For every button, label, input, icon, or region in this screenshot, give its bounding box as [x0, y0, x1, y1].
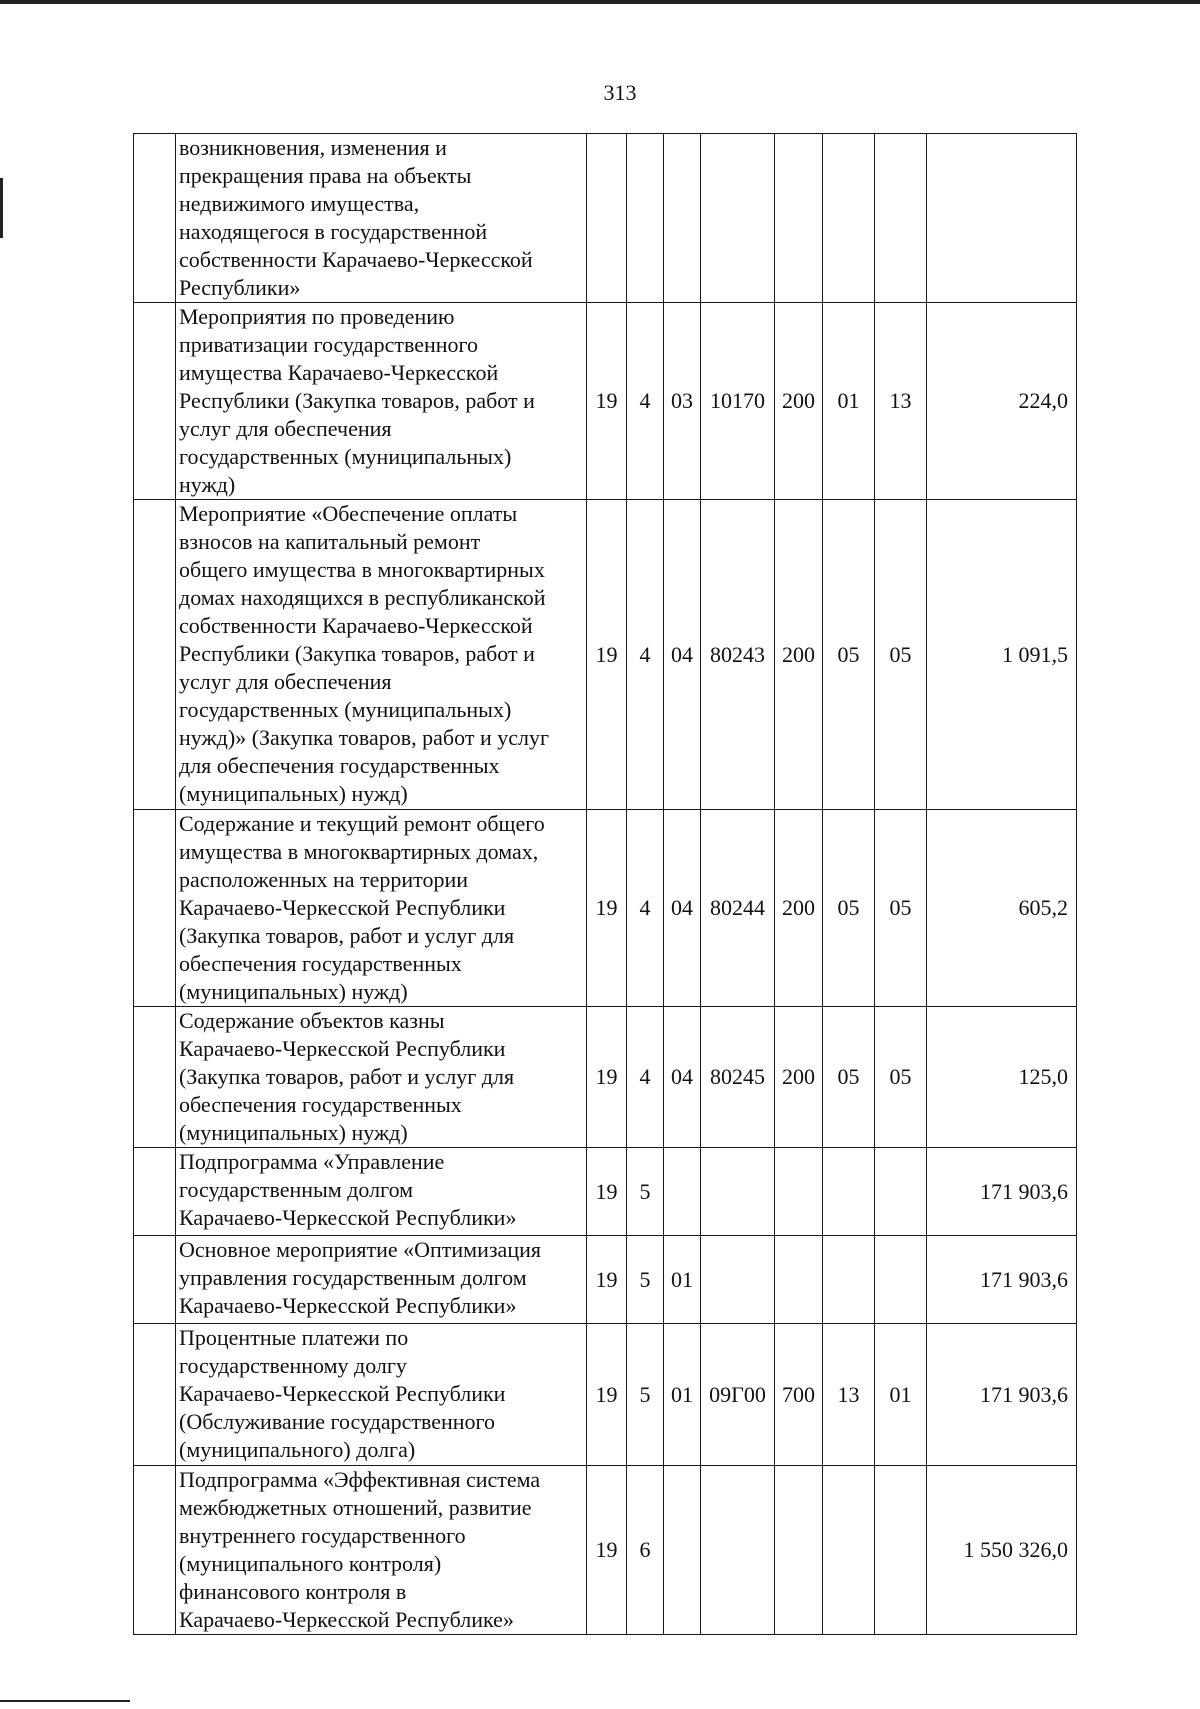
code-cell [875, 1148, 927, 1236]
description-cell [176, 303, 587, 500]
description-cell [176, 1324, 587, 1466]
code-cell: 01 [664, 1236, 701, 1324]
code-cell [701, 134, 775, 303]
code-cell: 80244 [701, 810, 775, 1007]
code-cell: 01 [875, 1324, 927, 1466]
code-cell: 10170 [701, 303, 775, 500]
budget-table [133, 133, 1077, 1635]
code-cell: 700 [775, 1324, 823, 1466]
code-cell: 200 [775, 1007, 823, 1148]
description-text: Содержание объектов казны Карачаево-Черкесской Республики (Закупка товаров, работ и услуг для обеспечения государственных (муниципальных) нужд) [179, 1008, 515, 1145]
code-cell: 05 [823, 1007, 875, 1148]
description-cell [176, 1236, 587, 1324]
code-cell: 19 [587, 500, 627, 810]
code-cell [664, 1466, 701, 1635]
code-cell: 80245 [701, 1007, 775, 1148]
code-cell: 19 [587, 1236, 627, 1324]
code-cell: 200 [775, 810, 823, 1007]
code-cell [664, 134, 701, 303]
row-number-cell [134, 500, 176, 810]
row-number-cell [134, 1466, 176, 1635]
table-row [134, 303, 1077, 500]
description-text: Процентные платежи по государственному долгу Карачаево-Черкесской Республики (Обслуживание государственного (муниципального) долга) [179, 1325, 506, 1462]
description-cell [176, 500, 587, 810]
code-cell: 09Г00 [701, 1324, 775, 1466]
table-row [134, 500, 1077, 810]
code-cell [875, 1236, 927, 1324]
amount-cell: 1 091,5 [927, 500, 1077, 810]
scan-edge-top [0, 0, 1200, 4]
code-cell: 4 [627, 810, 664, 1007]
row-number-cell [134, 810, 176, 1007]
description-text: Подпрограмма «Эффективная система межбюджетных отношений, развитие внутреннего государственного (муниципального контроля) финансового контроля в Карачаево-Черкесской Республике» [179, 1467, 541, 1632]
row-number-cell [134, 303, 176, 500]
code-cell: 05 [875, 1007, 927, 1148]
amount-cell: 224,0 [927, 303, 1077, 500]
description-text: Мероприятие «Обеспечение оплаты взносов на капитальный ремонт общего имущества в многоквартирных домах находящихся в республиканской собственности Карачаево-Черкесской Республики (Закупка товаров, работ и услуг для обеспечения государственных (муниципальных) нужд)» (Закупка товаров, работ и услуг для обеспечения государственных (муниципальных) нужд) [179, 501, 549, 806]
code-cell: 05 [823, 500, 875, 810]
code-cell: 19 [587, 810, 627, 1007]
description-cell [176, 1007, 587, 1148]
description-cell [176, 1148, 587, 1236]
description-cell [176, 134, 587, 303]
code-cell: 4 [627, 500, 664, 810]
code-cell: 5 [627, 1148, 664, 1236]
code-cell: 13 [875, 303, 927, 500]
code-cell: 01 [664, 1324, 701, 1466]
row-number-cell [134, 1148, 176, 1236]
code-cell [823, 1148, 875, 1236]
amount-cell: 605,2 [927, 810, 1077, 1007]
code-cell: 19 [587, 1466, 627, 1635]
row-number-cell [134, 1236, 176, 1324]
description-text: Подпрограмма «Управление государственным долгом Карачаево-Черкесской Республики» [179, 1149, 517, 1230]
code-cell [823, 1466, 875, 1635]
code-cell [875, 1466, 927, 1635]
code-cell [823, 1236, 875, 1324]
code-cell: 03 [664, 303, 701, 500]
table-row [134, 1236, 1077, 1324]
amount-cell: 125,0 [927, 1007, 1077, 1148]
code-cell [775, 134, 823, 303]
page-number: 313 [603, 80, 637, 105]
code-cell: 19 [587, 303, 627, 500]
code-cell [823, 134, 875, 303]
table-row [134, 810, 1077, 1007]
code-cell: 04 [664, 810, 701, 1007]
code-cell: 19 [587, 1007, 627, 1148]
code-cell: 05 [875, 810, 927, 1007]
code-cell: 200 [775, 303, 823, 500]
amount-cell: 171 903,6 [927, 1236, 1077, 1324]
code-cell [627, 134, 664, 303]
description-text: возникновения, изменения и прекращения права на объекты недвижимого имущества, находящегося в государственной собственности Карачаево-Черкесской Республики» [179, 135, 533, 300]
code-cell: 04 [664, 500, 701, 810]
code-cell [875, 134, 927, 303]
scan-edge-bottom-mark [0, 1700, 130, 1702]
code-cell: 04 [664, 1007, 701, 1148]
code-cell: 01 [823, 303, 875, 500]
description-cell [176, 1466, 587, 1635]
code-cell: 80243 [701, 500, 775, 810]
description-text: Мероприятия по проведению приватизации государственного имущества Карачаево-Черкесской Республики (Закупка товаров, работ и услуг для обеспечения государственных (муниципальных) нужд) [179, 304, 535, 497]
code-cell [775, 1466, 823, 1635]
scan-edge-left-mark [0, 178, 3, 238]
table-row [134, 1148, 1077, 1236]
code-cell [701, 1466, 775, 1635]
amount-cell [927, 134, 1077, 303]
code-cell [775, 1148, 823, 1236]
code-cell: 4 [627, 1007, 664, 1148]
code-cell [587, 134, 627, 303]
code-cell: 05 [823, 810, 875, 1007]
code-cell [775, 1236, 823, 1324]
amount-cell: 171 903,6 [927, 1324, 1077, 1466]
table-row [134, 1466, 1077, 1635]
row-number-cell [134, 1007, 176, 1148]
description-text: Содержание и текущий ремонт общего имущества в многоквартирных домах, расположенных на территории Карачаево-Черкесской Республики (Закупка товаров, работ и услуг для обеспечения государственных (муниципальных) нужд) [179, 811, 545, 1004]
code-cell: 13 [823, 1324, 875, 1466]
code-cell [664, 1148, 701, 1236]
code-cell: 4 [627, 303, 664, 500]
table-row [134, 1007, 1077, 1148]
code-cell: 19 [587, 1324, 627, 1466]
code-cell: 05 [875, 500, 927, 810]
amount-cell: 171 903,6 [927, 1148, 1077, 1236]
code-cell: 200 [775, 500, 823, 810]
code-cell [701, 1148, 775, 1236]
code-cell: 5 [627, 1236, 664, 1324]
code-cell: 5 [627, 1324, 664, 1466]
description-cell [176, 810, 587, 1007]
table-row [134, 1324, 1077, 1466]
code-cell [701, 1236, 775, 1324]
description-text: Основное мероприятие «Оптимизация управления государственным долгом Карачаево-Черкесской Республики» [179, 1237, 541, 1318]
amount-cell: 1 550 326,0 [927, 1466, 1077, 1635]
table-row [134, 134, 1077, 303]
row-number-cell [134, 1324, 176, 1466]
row-number-cell [134, 134, 176, 303]
code-cell: 19 [587, 1148, 627, 1236]
code-cell: 6 [627, 1466, 664, 1635]
